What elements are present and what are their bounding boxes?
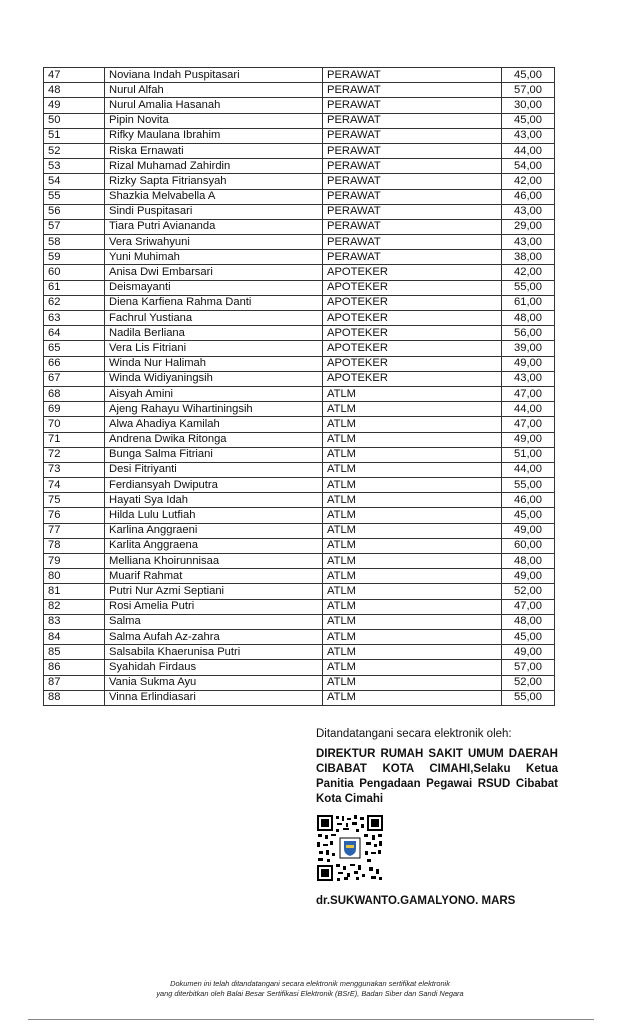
position-cell: APOTEKER [323, 341, 502, 356]
score-cell: 51,00 [502, 447, 555, 462]
row-number-cell: 55 [44, 189, 105, 204]
row-number-cell: 58 [44, 235, 105, 250]
position-cell: ATLM [323, 417, 502, 432]
table-row [44, 675, 555, 690]
position-cell: PERAWAT [323, 219, 502, 234]
table-row [44, 159, 555, 174]
name-cell: Winda Widiyaningsih [105, 371, 323, 386]
table-row [44, 295, 555, 310]
score-cell: 57,00 [502, 660, 555, 675]
row-number-cell: 48 [44, 83, 105, 98]
name-cell: Vania Sukma Ayu [105, 675, 323, 690]
row-number-cell: 84 [44, 629, 105, 644]
score-cell: 52,00 [502, 675, 555, 690]
row-number-cell: 60 [44, 265, 105, 280]
table-row [44, 584, 555, 599]
table-row [44, 554, 555, 569]
row-number-cell: 49 [44, 98, 105, 113]
row-number-cell: 50 [44, 113, 105, 128]
table-row [44, 629, 555, 644]
position-cell: ATLM [323, 675, 502, 690]
position-cell: ATLM [323, 478, 502, 493]
name-cell: Salma [105, 614, 323, 629]
row-number-cell: 59 [44, 250, 105, 265]
score-cell: 49,00 [502, 645, 555, 660]
row-number-cell: 79 [44, 554, 105, 569]
row-number-cell: 70 [44, 417, 105, 432]
name-cell: Sindi Puspitasari [105, 204, 323, 219]
table-row [44, 599, 555, 614]
position-cell: PERAWAT [323, 174, 502, 189]
table-row [44, 219, 555, 234]
score-cell: 56,00 [502, 326, 555, 341]
name-cell: Deismayanti [105, 280, 323, 295]
table-row [44, 690, 555, 705]
score-cell: 44,00 [502, 462, 555, 477]
name-cell: Nurul Amalia Hasanah [105, 98, 323, 113]
name-cell: Bunga Salma Fitriani [105, 447, 323, 462]
position-cell: PERAWAT [323, 204, 502, 219]
position-cell: ATLM [323, 645, 502, 660]
name-cell: Aisyah Amini [105, 386, 323, 401]
table-row [44, 402, 555, 417]
score-cell: 38,00 [502, 250, 555, 265]
score-cell: 47,00 [502, 599, 555, 614]
position-cell: PERAWAT [323, 235, 502, 250]
name-cell: Rizky Sapta Fitriansyah [105, 174, 323, 189]
row-number-cell: 65 [44, 341, 105, 356]
row-number-cell: 74 [44, 478, 105, 493]
name-cell: Karlita Anggraena [105, 538, 323, 553]
row-number-cell: 68 [44, 386, 105, 401]
position-cell: ATLM [323, 584, 502, 599]
score-cell: 42,00 [502, 265, 555, 280]
position-cell: ATLM [323, 554, 502, 569]
table-row [44, 538, 555, 553]
name-cell: Nurul Alfah [105, 83, 323, 98]
position-cell: PERAWAT [323, 113, 502, 128]
table-row [44, 189, 555, 204]
table-row [44, 113, 555, 128]
row-number-cell: 86 [44, 660, 105, 675]
score-cell: 44,00 [502, 402, 555, 417]
table-row [44, 235, 555, 250]
score-cell: 45,00 [502, 508, 555, 523]
table-row [44, 523, 555, 538]
row-number-cell: 67 [44, 371, 105, 386]
position-cell: ATLM [323, 432, 502, 447]
name-cell: Rifky Maulana Ibrahim [105, 128, 323, 143]
name-cell: Anisa Dwi Embarsari [105, 265, 323, 280]
row-number-cell: 73 [44, 462, 105, 477]
table-row [44, 68, 555, 83]
table-row [44, 83, 555, 98]
row-number-cell: 76 [44, 508, 105, 523]
score-cell: 42,00 [502, 174, 555, 189]
row-number-cell: 77 [44, 523, 105, 538]
position-cell: APOTEKER [323, 371, 502, 386]
row-number-cell: 87 [44, 675, 105, 690]
footer-note [60, 979, 560, 999]
table-row [44, 280, 555, 295]
row-number-cell: 85 [44, 645, 105, 660]
name-cell: Andrena Dwika Ritonga [105, 432, 323, 447]
row-number-cell: 81 [44, 584, 105, 599]
score-cell: 55,00 [502, 280, 555, 295]
position-cell: ATLM [323, 386, 502, 401]
position-cell: PERAWAT [323, 68, 502, 83]
score-cell: 48,00 [502, 311, 555, 326]
name-cell: Karlina Anggraeni [105, 523, 323, 538]
name-cell: Alwa Ahadiya Kamilah [105, 417, 323, 432]
signature-title: DIREKTUR RUMAH SAKIT UMUM DAERAH CIBABAT KOTA CIMAHI,Selaku Ketua Panitia Pengadaan Pegawai RSUD Cibabat Kota Cimahi [316, 748, 558, 805]
score-cell: 47,00 [502, 386, 555, 401]
table-row [44, 356, 555, 371]
name-cell: Riska Ernawati [105, 143, 323, 158]
table-row [44, 569, 555, 584]
name-cell: Hayati Sya Idah [105, 493, 323, 508]
table-row [44, 508, 555, 523]
score-cell: 49,00 [502, 523, 555, 538]
name-cell: Yuni Muhimah [105, 250, 323, 265]
score-cell: 49,00 [502, 356, 555, 371]
score-cell: 47,00 [502, 417, 555, 432]
position-cell: ATLM [323, 614, 502, 629]
row-number-cell: 66 [44, 356, 105, 371]
position-cell: PERAWAT [323, 128, 502, 143]
row-number-cell: 82 [44, 599, 105, 614]
table-row [44, 447, 555, 462]
name-cell: Vera Sriwahyuni [105, 235, 323, 250]
score-cell: 60,00 [502, 538, 555, 553]
position-cell: APOTEKER [323, 295, 502, 310]
row-number-cell: 63 [44, 311, 105, 326]
row-number-cell: 72 [44, 447, 105, 462]
position-cell: PERAWAT [323, 83, 502, 98]
score-cell: 55,00 [502, 690, 555, 705]
row-number-cell: 78 [44, 538, 105, 553]
position-cell: ATLM [323, 660, 502, 675]
table-row [44, 417, 555, 432]
position-cell: ATLM [323, 402, 502, 417]
row-number-cell: 51 [44, 128, 105, 143]
name-cell: Pipin Novita [105, 113, 323, 128]
row-number-cell: 83 [44, 614, 105, 629]
score-cell: 43,00 [502, 235, 555, 250]
name-cell: Putri Nur Azmi Septiani [105, 584, 323, 599]
score-cell: 30,00 [502, 98, 555, 113]
score-cell: 45,00 [502, 113, 555, 128]
row-number-cell: 54 [44, 174, 105, 189]
name-cell: Diena Karfiena Rahma Danti [105, 295, 323, 310]
score-cell: 57,00 [502, 83, 555, 98]
position-cell: APOTEKER [323, 326, 502, 341]
name-cell: Salma Aufah Az-zahra [105, 629, 323, 644]
name-cell: Winda Nur Halimah [105, 356, 323, 371]
position-cell: APOTEKER [323, 356, 502, 371]
row-number-cell: 88 [44, 690, 105, 705]
position-cell: ATLM [323, 493, 502, 508]
score-cell: 55,00 [502, 478, 555, 493]
score-cell: 49,00 [502, 569, 555, 584]
position-cell: APOTEKER [323, 280, 502, 295]
signer-name: dr.SUKWANTO.GAMALYONO. MARS [316, 895, 516, 907]
row-number-cell: 64 [44, 326, 105, 341]
position-cell: ATLM [323, 462, 502, 477]
position-cell: ATLM [323, 599, 502, 614]
table-row [44, 371, 555, 386]
score-cell: 39,00 [502, 341, 555, 356]
name-cell: Rizal Muhamad Zahirdin [105, 159, 323, 174]
score-cell: 61,00 [502, 295, 555, 310]
name-cell: Ajeng Rahayu Wihartiningsih [105, 402, 323, 417]
position-cell: ATLM [323, 508, 502, 523]
row-number-cell: 80 [44, 569, 105, 584]
position-cell: APOTEKER [323, 265, 502, 280]
table-row [44, 311, 555, 326]
position-cell: PERAWAT [323, 250, 502, 265]
position-cell: PERAWAT [323, 143, 502, 158]
signature-intro: Ditandatangani secara elektronik oleh: [316, 728, 512, 740]
name-cell: Melliana Khoirunnisaa [105, 554, 323, 569]
table-row [44, 326, 555, 341]
position-cell: ATLM [323, 538, 502, 553]
table-row [44, 341, 555, 356]
name-cell: Tiara Putri Aviananda [105, 219, 323, 234]
position-cell: ATLM [323, 629, 502, 644]
score-cell: 43,00 [502, 371, 555, 386]
row-number-cell: 75 [44, 493, 105, 508]
table-row [44, 478, 555, 493]
position-cell: APOTEKER [323, 311, 502, 326]
score-cell: 48,00 [502, 554, 555, 569]
position-cell: ATLM [323, 569, 502, 584]
name-cell: Vinna Erlindiasari [105, 690, 323, 705]
row-number-cell: 57 [44, 219, 105, 234]
score-cell: 43,00 [502, 128, 555, 143]
row-number-cell: 56 [44, 204, 105, 219]
score-cell: 43,00 [502, 204, 555, 219]
table-row [44, 462, 555, 477]
name-cell: Syahidah Firdaus [105, 660, 323, 675]
row-number-cell: 52 [44, 143, 105, 158]
table-row [44, 493, 555, 508]
table-row [44, 174, 555, 189]
row-number-cell: 69 [44, 402, 105, 417]
name-cell: Nadila Berliana [105, 326, 323, 341]
position-cell: PERAWAT [323, 98, 502, 113]
table-row [44, 265, 555, 280]
row-number-cell: 53 [44, 159, 105, 174]
position-cell: ATLM [323, 523, 502, 538]
row-number-cell: 71 [44, 432, 105, 447]
results-table-body [44, 68, 555, 706]
position-cell: PERAWAT [323, 189, 502, 204]
table-row [44, 614, 555, 629]
row-number-cell: 61 [44, 280, 105, 295]
table-row [44, 204, 555, 219]
name-cell: Desi Fitriyanti [105, 462, 323, 477]
score-cell: 44,00 [502, 143, 555, 158]
position-cell: ATLM [323, 447, 502, 462]
qr-code-icon [316, 814, 384, 882]
table-row [44, 128, 555, 143]
score-cell: 45,00 [502, 629, 555, 644]
name-cell: Vera Lis Fitriani [105, 341, 323, 356]
score-cell: 29,00 [502, 219, 555, 234]
signature-block [316, 728, 558, 807]
name-cell: Fachrul Yustiana [105, 311, 323, 326]
name-cell: Ferdiansyah Dwiputra [105, 478, 323, 493]
bottom-divider [28, 1019, 594, 1020]
row-number-cell: 47 [44, 68, 105, 83]
position-cell: ATLM [323, 690, 502, 705]
score-cell: 45,00 [502, 68, 555, 83]
score-cell: 52,00 [502, 584, 555, 599]
name-cell: Noviana Indah Puspitasari [105, 68, 323, 83]
name-cell: Rosi Amelia Putri [105, 599, 323, 614]
name-cell: Shazkia Melvabella A [105, 189, 323, 204]
position-cell: PERAWAT [323, 159, 502, 174]
table-row [44, 250, 555, 265]
score-cell: 54,00 [502, 159, 555, 174]
table-row [44, 386, 555, 401]
name-cell: Salsabila Khaerunisa Putri [105, 645, 323, 660]
name-cell: Muarif Rahmat [105, 569, 323, 584]
score-cell: 46,00 [502, 493, 555, 508]
table-row [44, 98, 555, 113]
footer-line-1: Dokumen ini telah ditandatangani secara elektronik menggunakan sertifikat elektronik [170, 979, 450, 988]
table-row [44, 660, 555, 675]
name-cell: Hilda Lulu Lutfiah [105, 508, 323, 523]
table-row [44, 645, 555, 660]
results-table [43, 67, 555, 706]
footer-line-2: yang diterbitkan oleh Balai Besar Sertifikasi Elektronik (BSrE), Badan Siber dan Sandi Negara [156, 989, 464, 998]
row-number-cell: 62 [44, 295, 105, 310]
table-row [44, 432, 555, 447]
table-row [44, 143, 555, 158]
score-cell: 48,00 [502, 614, 555, 629]
score-cell: 46,00 [502, 189, 555, 204]
score-cell: 49,00 [502, 432, 555, 447]
